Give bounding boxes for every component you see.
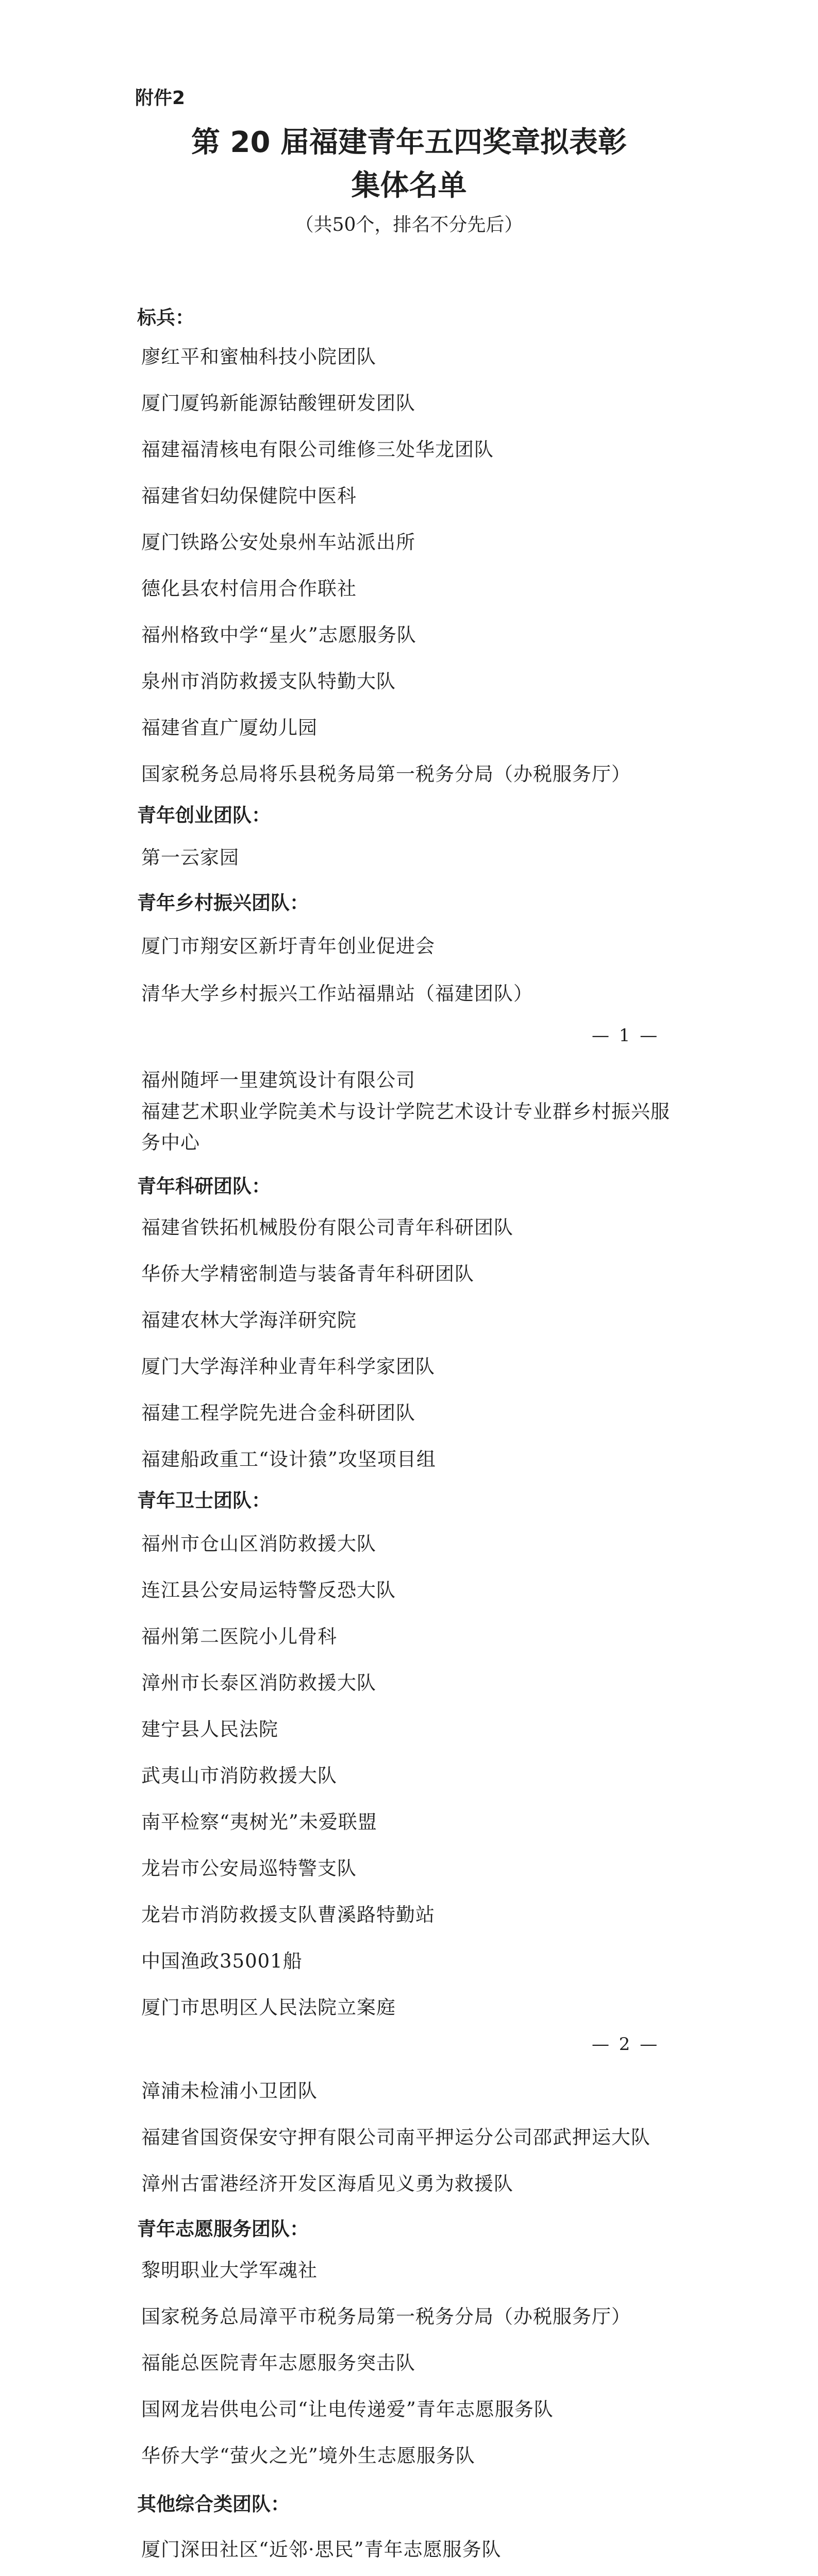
- list-item: 福州格致中学“星火”志愿服务队: [141, 624, 416, 646]
- page-number: — 1 —: [592, 1025, 660, 1046]
- list-item: 黎明职业大学军魂社: [141, 2259, 318, 2281]
- section-heading: 青年卫士团队：: [137, 1489, 271, 1512]
- list-item: 南平检察“夷树光”未爱联盟: [141, 1811, 377, 1833]
- list-item: 厦门市翔安区新圩青年创业促进会: [141, 935, 435, 957]
- list-item: 福能总医院青年志愿服务突击队: [141, 2352, 415, 2374]
- section-heading: 青年乡村振兴团队：: [137, 892, 309, 914]
- attachment-label: 附件2: [135, 88, 186, 109]
- list-item: 中国渔政35001船: [141, 1950, 303, 1972]
- section-heading: 其他综合类团队：: [137, 2493, 290, 2515]
- page-title-line1: 第 20 届福建青年五四奖章拟表彰: [191, 126, 627, 159]
- section-heading: 标兵：: [137, 307, 194, 329]
- list-item: 福州第二医院小儿骨科: [141, 1625, 337, 1648]
- list-item: 国家税务总局漳平市税务局第一税务分局（办税服务厅）: [141, 2306, 631, 2328]
- list-item: 福建农林大学海洋研究院: [141, 1309, 357, 1331]
- list-item: 福州随坪一里建筑设计有限公司: [141, 1069, 415, 1091]
- list-item: 厦门大学海洋种业青年科学家团队: [141, 1355, 435, 1378]
- list-item: 福建船政重工“设计猿”攻坚项目组: [141, 1448, 436, 1470]
- list-item: 华侨大学“萤火之光”境外生志愿服务队: [141, 2445, 475, 2467]
- list-item: 福建省铁拓机械股份有限公司青年科研团队: [141, 1216, 513, 1239]
- list-item: 福建工程学院先进合金科研团队: [141, 1402, 415, 1424]
- list-item: 清华大学乡村振兴工作站福鼎站（福建团队）: [141, 982, 533, 1005]
- list-item: 福建省妇幼保健院中医科: [141, 485, 357, 507]
- list-item: 福建艺术职业学院美术与设计学院艺术设计专业群乡村振兴服务中心: [141, 1100, 670, 1154]
- page-title-line2: 集体名单: [351, 169, 467, 202]
- list-item: 国网龙岩供电公司“让电传递爱”青年志愿服务队: [141, 2398, 554, 2420]
- list-item: 厦门厦钨新能源钴酸锂研发团队: [141, 392, 415, 414]
- title-note: （共50个，排名不分先后）: [295, 214, 523, 235]
- list-item: 漳州古雷港经济开发区海盾见义勇为救援队: [141, 2173, 513, 2195]
- list-item: 龙岩市消防救援支队曹溪路特勤站: [141, 1904, 435, 1926]
- list-item: 武夷山市消防救援大队: [141, 1765, 337, 1787]
- list-item: 廖红平和蜜柚科技小院团队: [141, 346, 376, 368]
- list-item: 泉州市消防救援支队特勤大队: [141, 670, 396, 692]
- list-item: 福建省国资保安守押有限公司南平押运分公司邵武押运大队: [141, 2126, 650, 2148]
- list-item: 建宁县人民法院: [141, 1718, 278, 1740]
- page-number: — 2 —: [592, 2034, 660, 2055]
- list-item: 连江县公安局运特警反恐大队: [141, 1579, 396, 1601]
- section-heading: 青年创业团队：: [137, 804, 271, 826]
- list-item: 厦门市思明区人民法院立案庭: [141, 1996, 396, 2019]
- list-item: 华侨大学精密制造与装备青年科研团队: [141, 1263, 474, 1285]
- list-item: 德化县农村信用合作联社: [141, 578, 357, 600]
- list-item: 福建省直广厦幼儿园: [141, 717, 318, 739]
- list-item: 福建福清核电有限公司维修三处华龙团队: [141, 438, 494, 461]
- list-item: 国家税务总局将乐县税务局第一税务分局（办税服务厅）: [141, 763, 631, 785]
- section-heading: 青年志愿服务团队：: [137, 2218, 309, 2240]
- list-item: 福州市仓山区消防救援大队: [141, 1533, 376, 1555]
- list-item: 第一云家园: [141, 846, 239, 869]
- section-heading: 青年科研团队：: [137, 1175, 271, 1197]
- list-item: 漳浦未检浦小卫团队: [141, 2080, 318, 2102]
- list-item: 龙岩市公安局巡特警支队: [141, 1857, 357, 1879]
- list-item: 厦门铁路公安处泉州车站派出所: [141, 531, 415, 553]
- list-item: 漳州市长泰区消防救援大队: [141, 1672, 376, 1694]
- list-item: 厦门深田社区“近邻·思民”青年志愿服务队: [141, 2538, 502, 2561]
